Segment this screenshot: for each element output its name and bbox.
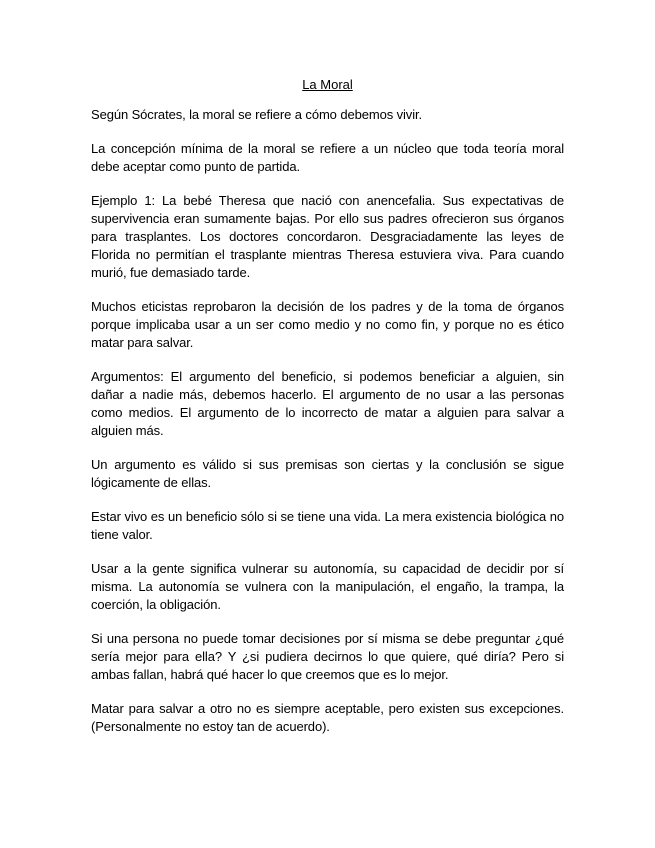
paragraph-valid-argument: Un argumento es válido si sus premisas son ciertas y la conclusión se sigue lógicamente de ellas. [91, 457, 564, 490]
paragraph-being-alive: Estar vivo es un beneficio sólo si se tiene una vida. La mera existencia biológica no tiene valor. [91, 509, 564, 542]
document-page [91, 76, 564, 752]
document-title: La Moral [302, 77, 353, 92]
paragraph-ethicists: Muchos eticistas reprobaron la decisión de los padres y de la toma de órganos porque implicaba usar a un ser como medio y no como fin, y porque no es ético matar para salvar. [91, 299, 564, 350]
paragraph-example-1: Ejemplo 1: La bebé Theresa que nació con anencefalia. Sus expectativas de supervivencia eran sumamente bajas. Por ello sus padres ofrecieron sus órganos para trasplantes. Los doctores concordaron. Desgraciadamente las leyes de Florida no permitían el trasplante mientras Theresa estuviera viva. Para cuando murió, fue demasiado tarde. [91, 193, 564, 280]
paragraph-decisions: Si una persona no puede tomar decisiones por sí misma se debe preguntar ¿qué sería mejor para ella? Y ¿si pudiera decirnos lo que quiere, qué diría? Pero si ambas fallan, habrá qué hacer lo que creemos que es lo mejor. [91, 631, 564, 682]
paragraph-minimal-conception: La concepción mínima de la moral se refiere a un núcleo que toda teoría moral debe aceptar como punto de partida. [91, 141, 564, 174]
paragraph-arguments: Argumentos: El argumento del beneficio, si podemos beneficiar a alguien, sin dañar a nadie más, debemos hacerlo. El argumento de no usar a las personas como medios. El argumento de lo incorrecto de matar a alguien para salvar a alguien más. [91, 369, 564, 438]
paragraph-socrates: Según Sócrates, la moral se refiere a cómo debemos vivir. [91, 107, 423, 122]
paragraph-autonomy: Usar a la gente significa vulnerar su autonomía, su capacidad de decidir por sí misma. La autonomía se vulnera con la manipulación, el engaño, la trampa, la coerción, la obligación. [91, 561, 564, 612]
paragraph-killing-to-save: Matar para salvar a otro no es siempre aceptable, pero existen sus excepciones. (Personalmente no estoy tan de acuerdo). [91, 701, 564, 734]
